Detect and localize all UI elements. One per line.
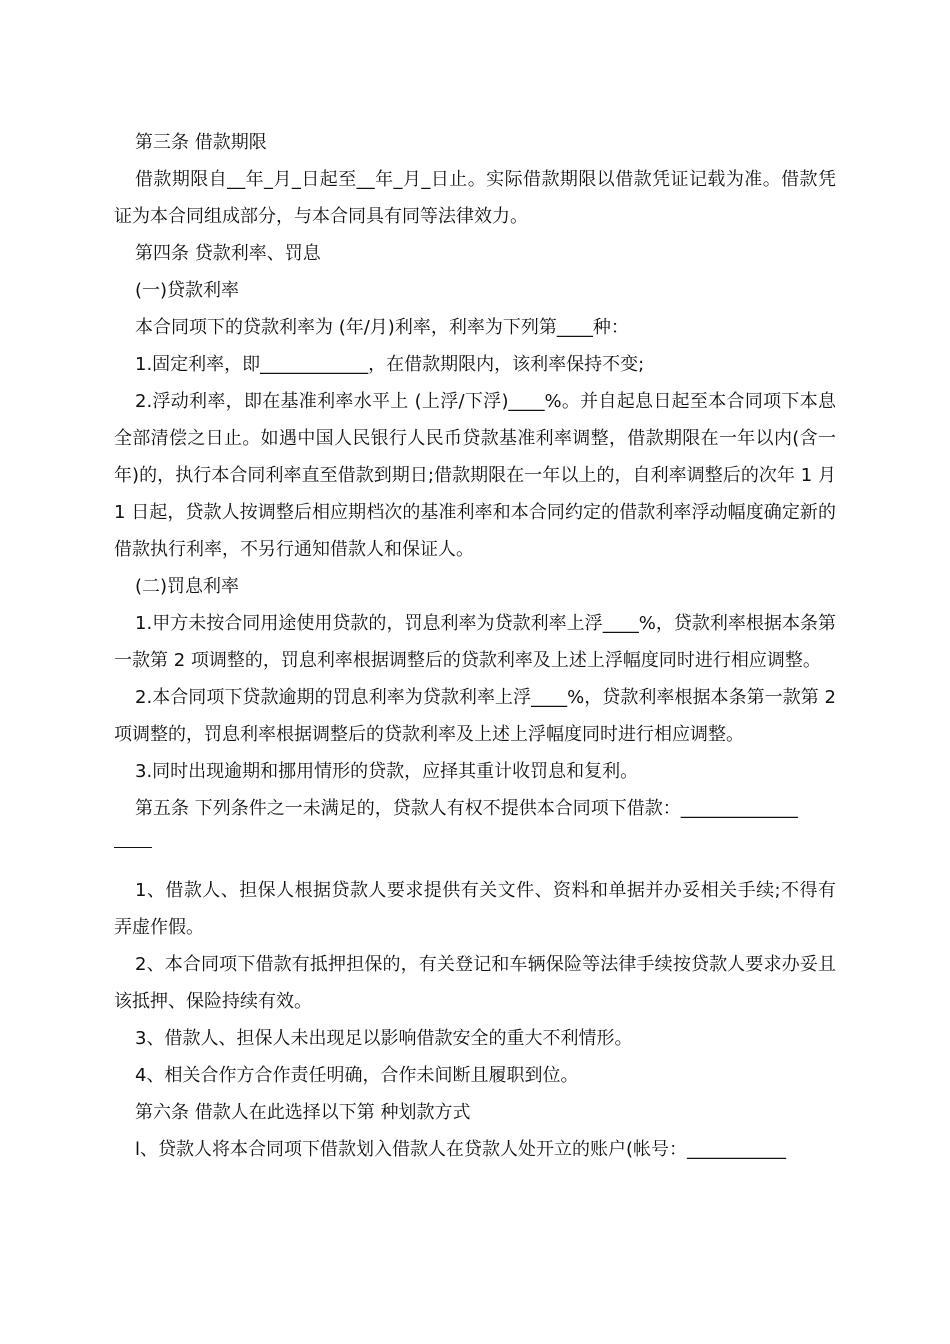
condition-item-3: 3、借款人、担保人未出现足以影响借款安全的重大不利情形。 [135, 1028, 633, 1049]
condition-item-1: 1、借款人、担保人根据贷款人要求提供有关文件、资料和单据并办妥相关手续;不得有弄虚作假。 [114, 880, 836, 938]
article-4-heading: 第四条 贷款利率、罚息 [135, 243, 321, 264]
transfer-method-item-1: l、贷款人将本合同项下借款划入借款人在贷款人处开立的账户(帐号：___________ [135, 1139, 787, 1160]
penalty-item-3: 3.同时出现逾期和挪用情形的贷款，应择其重计收罚息和复利。 [135, 761, 639, 782]
condition-item-2: 2、本合同项下借款有抵押担保的，有关登记和车辆保险等法律手续按贷款人要求办妥且该抵押、保险持续有效。 [114, 954, 836, 1012]
article-5-heading: 第五条 下列条件之一未满足的，贷款人有权不提供本合同项下借款：_____________ [135, 798, 798, 819]
blank-underline-line [114, 827, 836, 864]
section-penalty-rate-heading: (二)罚息利率 [135, 576, 240, 597]
contract-body [114, 124, 836, 1168]
floating-rate-item: 2.浮动利率，即在基准利率水平上 (上浮/下浮)____%。并自起息日起至本合同项下本息全部清偿之日止。如遇中国人民银行人民币贷款基准利率调整，借款期限在一年以内(含一年)的，执行本合同利率直至借款到期日;借款期限在一年以上的，自利率调整后的次年 1 月 1 日起，贷款人按调整后相应期档次的基准利率和本合同约定的借款利率浮动幅度确定新的借款执行利率，不另行通知借款人和保证人。 [114, 391, 836, 560]
loan-term-text: 借款期限自__年_月_日起至__年_月_日止。实际借款期限以借款凭证记载为准。借款凭证为本合同组成部分，与本合同具有同等法律效力。 [114, 169, 836, 227]
underline-mark [114, 827, 152, 848]
penalty-item-1: 1.甲方未按合同用途使用贷款的，罚息利率为贷款利率上浮____%，贷款利率根据本条第一款第 2 项调整的，罚息利率根据调整后的贷款利率及上述上浮幅度同时进行相应调整。 [114, 613, 836, 671]
article-6-heading: 第六条 借款人在此选择以下第 种划款方式 [135, 1102, 471, 1123]
loan-rate-intro: 本合同项下的贷款利率为 (年/月)利率，利率为下列第____种： [135, 317, 629, 338]
article-3-heading: 第三条 借款期限 [135, 132, 267, 153]
penalty-item-2: 2.本合同项下贷款逾期的罚息利率为贷款利率上浮____%，贷款利率根据本条第一款第 2 项调整的，罚息利率根据调整后的贷款利率及上述上浮幅度同时进行相应调整。 [114, 687, 836, 745]
spacer [114, 864, 836, 872]
fixed-rate-item: 1.固定利率，即____________，在借款期限内，该利率保持不变; [135, 354, 645, 375]
condition-item-4: 4、相关合作方合作责任明确，合作未间断且履职到位。 [135, 1065, 579, 1086]
section-loan-rate-heading: (一)贷款利率 [135, 280, 240, 301]
